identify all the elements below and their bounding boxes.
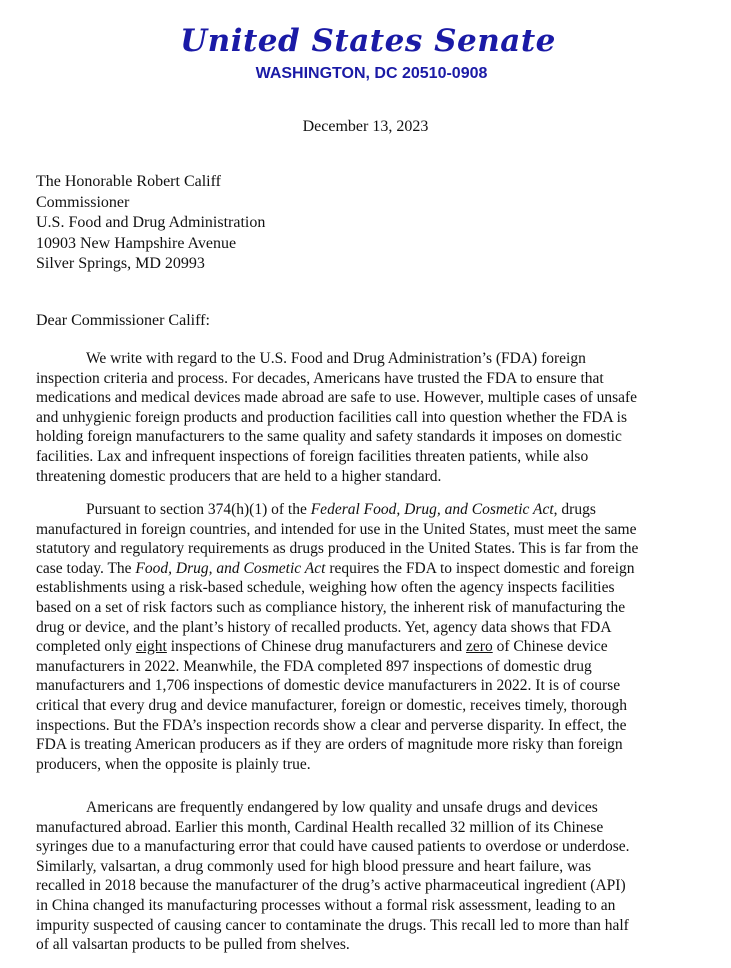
body-paragraph-3 — [36, 798, 708, 955]
underlined-count: eight — [135, 638, 167, 656]
senate-address: WASHINGTON, DC 20510-0908 — [255, 65, 488, 82]
paragraph-line: FDA is treating American producers as if they are orders of magnitude more risky than foreign — [36, 736, 623, 754]
text-run: requires the FDA to inspect domestic and foreign — [325, 559, 635, 577]
paragraph-line: impurity suspected of causing cancer to contaminate the drugs. This recall led to more than half — [36, 916, 629, 934]
paragraph-line — [36, 637, 708, 657]
paragraph-line: manufactured in foreign countries, and intended for use in the United States, must meet the same — [36, 520, 637, 538]
paragraph-line: facilities. Lax and infrequent inspections of foreign facilities threaten patients, while also — [36, 447, 589, 465]
paragraph-line: inspection criteria and process. For decades, Americans have trusted the FDA to ensure that — [36, 369, 604, 387]
paragraph-line: manufactured abroad. Earlier this month, Cardinal Health recalled 32 million of its Chinese — [36, 818, 604, 836]
text-run: of Chinese device — [492, 638, 608, 656]
body-paragraph-1 — [36, 349, 708, 486]
text-run: Pursuant to section 374(h)(1) of the — [86, 501, 311, 518]
recipient-city: Silver Springs, MD 20993 — [36, 255, 205, 272]
recipient-agency: U.S. Food and Drug Administration — [36, 214, 266, 231]
body-paragraph-2 — [36, 500, 708, 774]
recipient-name: The Honorable Robert Califf — [36, 173, 221, 190]
paragraph-line: manufacturers in 2022. Meanwhile, the FDA completed 897 inspections of domestic drug — [36, 657, 592, 675]
paragraph-line: drug or device, and the plant’s history of recalled products. Yet, agency data shows that FDA — [36, 618, 612, 636]
letterhead — [0, 22, 731, 84]
paragraph-line — [36, 559, 708, 579]
paragraph-line: threatening domestic producers that are held to a higher standard. — [36, 467, 442, 485]
paragraph-line: producers, when the opposite is plainly true. — [36, 755, 311, 773]
text-run: case today. The — [36, 559, 136, 577]
paragraph-line: manufacturers and 1,706 inspections of domestic device manufacturers in 2022. It is of course — [36, 677, 621, 695]
paragraph-line: syringes due to a manufacturing error that could have caused patients to overdose or underdose. — [36, 838, 630, 856]
text-run: , drugs — [553, 501, 596, 518]
paragraph-line: establishments using a risk-based schedule, weighing how often the agency inspects facilities — [36, 579, 615, 597]
paragraph-line: in China changed its manufacturing processes without a formal risk assessment, leading to an — [36, 896, 616, 914]
text-run: completed only — [36, 638, 136, 656]
salutation: Dear Commissioner Califf: — [36, 312, 210, 329]
text-run: inspections of Chinese drug manufacturers and — [166, 638, 467, 656]
paragraph-line: We write with regard to the U.S. Food and Drug Administration’s (FDA) foreign — [86, 350, 586, 367]
letter-date: December 13, 2023 — [302, 118, 429, 135]
paragraph-line: recalled in 2018 because the manufacturer of the drug’s active pharmaceutical ingredient (API) — [36, 877, 626, 895]
paragraph-line: inspections. But the FDA’s inspection records show a clear and perverse disparity. In effect, the — [36, 716, 627, 734]
act-title-italic: Federal Food, Drug, and Cosmetic Act — [310, 501, 554, 518]
paragraph-line: and unhygienic foreign products and production facilities call into question whether the FDA is — [36, 408, 628, 426]
recipient-street: 10903 New Hampshire Avenue — [36, 234, 237, 252]
paragraph-line: of all valsartan products to be pulled from shelves. — [36, 936, 350, 954]
paragraph-line: based on a set of risk factors such as compliance history, the inherent risk of manufacturing the — [36, 598, 626, 616]
act-title-italic: Food, Drug, and Cosmetic Act — [135, 559, 326, 577]
paragraph-line: Americans are frequently endangered by low quality and unsafe drugs and devices — [86, 799, 598, 816]
recipient-address-block — [36, 172, 265, 275]
paragraph-line: statutory and regulatory requirements as drugs produced in the United States. This is far from the — [36, 540, 639, 558]
underlined-count: zero — [466, 638, 493, 656]
paragraph-line: holding foreign manufacturers to the same quality and safety standards it imposes on domestic — [36, 428, 622, 446]
paragraph-line: critical that every drug and device manufacturer, foreign or domestic, receives timely, thorough — [36, 696, 628, 714]
recipient-title: Commissioner — [36, 193, 130, 211]
paragraph-line: Similarly, valsartan, a drug commonly used for high blood pressure and heart failure, was — [36, 857, 592, 875]
paragraph-line: medications and medical devices made abroad are safe to use. However, multiple cases of unsafe — [36, 389, 638, 407]
senate-title: United States Senate — [180, 23, 556, 59]
paragraph-line — [36, 500, 708, 520]
